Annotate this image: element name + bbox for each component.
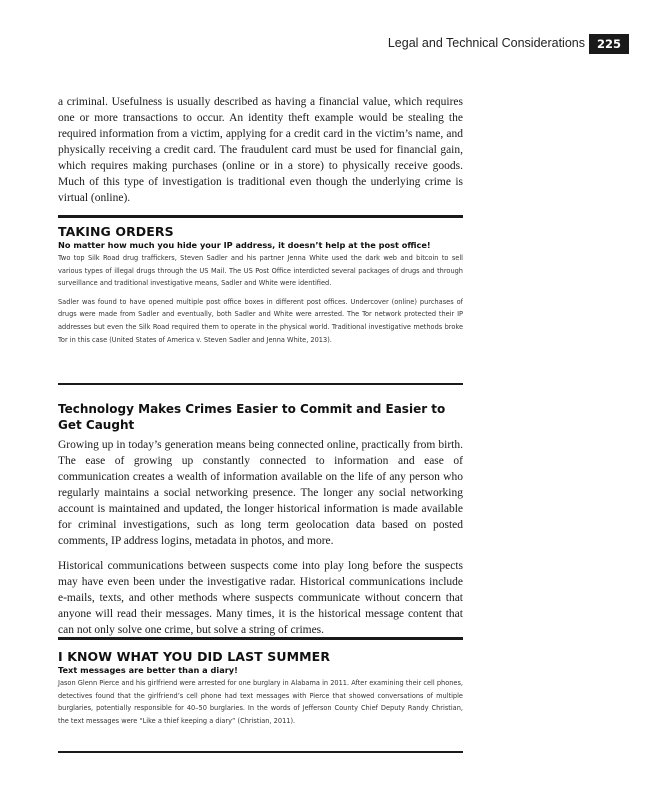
box1-title: TAKING ORDERS [58, 224, 174, 239]
intro-paragraph: a criminal. Usefulness is usually described as having a financial value, which requires one or more transactions to occur. An identity theft example would be stealing the required information from a victim, applying for a credit card in the victim’s name, and physically receiving a credit card. The fraudulent card must be used for financial gain, which requires making purchases (online or in a store) to physically receive goods. Much of this type of investigation is traditional even though the underlying crime is virtual (online). [58, 96, 463, 204]
box1-paragraph-1: Two top Silk Road drug traffickers, Steven Sadler and his partner Jenna White used the dark web and bitcoin to sell various types of illegal drugs through the US Mail. The US Post Office interdicted several packages of drugs and through surveillance and traditional investigative means, Sadler and White were identified. [58, 254, 463, 288]
box1-bottom-rule [58, 383, 463, 385]
box2-bottom-rule [58, 751, 463, 753]
sidebar-box-taking-orders [58, 224, 463, 346]
main-section [58, 402, 463, 638]
box2-paragraph-1: Jason Glenn Pierce and his girlfriend were arrested for one burglary in Alabama in 2011. After examining their cell phones, detectives found that the girlfriend’s cell phone had text messages with Pierce that showed conversations of multiple burglaries, potentially responsible for 40–50 burglaries. In the words of Jefferson County Chief Deputy Randy Christian, the text messages were “Like a thief keeping a diary” (Christian, 2011). [58, 679, 463, 725]
box2-top-rule [58, 637, 463, 640]
sidebar-box-last-summer [58, 649, 463, 727]
box1-paragraph-2: Sadler was found to have opened multiple post office boxes in different post offices. Undercover (online) purchases of drugs were made from Sadler and eventually, both Sadler and White were arrested. The Tor network protected their IP addresses but even the Silk Road required them to operate in the physical world. Traditional investigative methods broke Tor in this case (United States of America v. Steven Sadler and Jenna White, 2013). [58, 297, 463, 344]
page-number-badge: 225 [589, 34, 629, 54]
section-paragraph-1: Growing up in today’s generation means being connected online, practically from birth. The ease of growing up constantly connected to information and ease of communication creates a wealth of information available on the life of any person who regularly maintains a social networking presence. The longer any social networking account is maintained and updated, the longer historical information is made available for criminal investigations, such as long term geolocation data based on posted comments, IP address logins, metadata in photos, and more. [58, 439, 463, 547]
intro-text-block [58, 94, 463, 206]
box2-subtitle: Text messages are better than a diary! [58, 665, 238, 675]
box2-title: I KNOW WHAT YOU DID LAST SUMMER [58, 649, 331, 664]
box1-top-rule [58, 215, 463, 218]
box1-subtitle: No matter how much you hide your IP address, it doesn’t help at the post office! [58, 240, 431, 250]
running-header [0, 34, 647, 54]
section-heading: Technology Makes Crimes Easier to Commit and Easier to Get Caught [58, 402, 446, 432]
running-header-title: Legal and Technical Considerations [387, 36, 585, 50]
section-paragraph-2: Historical communications between suspects come into play long before the suspects may have even been under the investigative radar. Historical communications include e-mails, texts, and other methods where suspects communicate without concern that anyone will read their messages. Many times, it is the historical message content that can not only solve one crime, but solve a string of crimes. [58, 560, 463, 636]
